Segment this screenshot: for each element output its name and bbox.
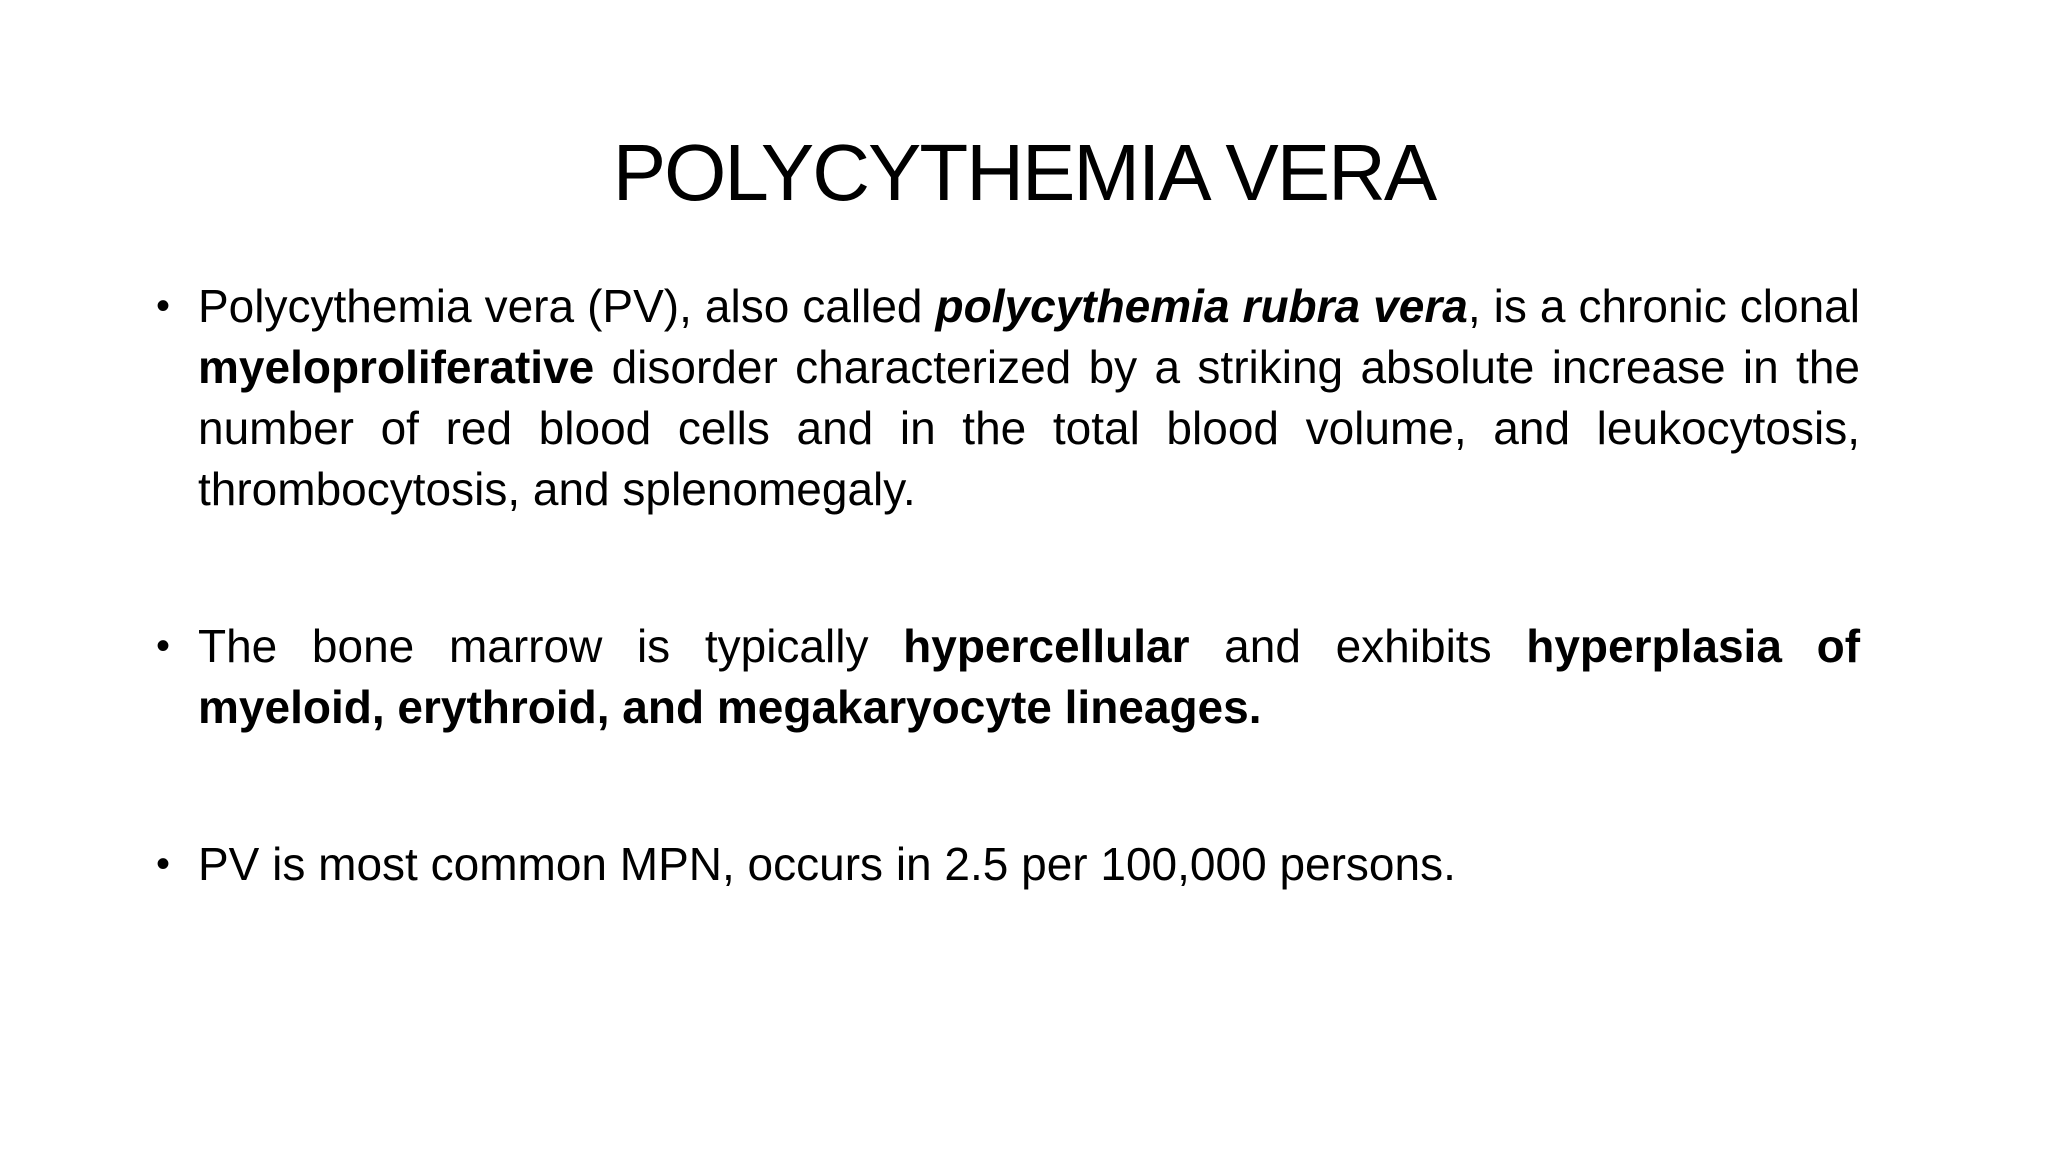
bold-term: hyperplasia of myeloid, erythroid, and megakaryocyte lineages.: [198, 620, 1861, 733]
bold-italic-term: polycythemia rubra vera: [935, 280, 1468, 332]
bullet-text: disorder characterized by a striking absolute increase in the number of red blood cells and in the total blood volume, and leukocytosis, thrombocytosis, and splenomegaly.: [198, 341, 1860, 515]
bullet-item-bone-marrow: [156, 616, 1861, 738]
bullet-text: PV is most common MPN, occurs in 2.5 per 100,000 persons.: [198, 838, 1456, 890]
bullet-item-pv-definition: [156, 276, 1860, 520]
bullet-dot-icon: •: [156, 624, 171, 668]
bullet-list: [156, 276, 1861, 895]
bullet-text: , is a chronic clonal: [1467, 280, 1860, 332]
bullet-item-prevalence: [156, 834, 1860, 895]
bullet-dot-icon: •: [156, 284, 171, 328]
bullet-text: The bone marrow is typically: [198, 620, 904, 672]
bullet-text: and exhibits: [1189, 620, 1527, 672]
bold-term: myeloproliferative: [198, 341, 595, 393]
slide-title: POLYCYTHEMIA VERA: [612, 128, 1436, 217]
bullet-text: Polycythemia vera (PV), also called: [198, 280, 936, 332]
bold-term: hypercellular: [903, 620, 1190, 672]
bullet-dot-icon: •: [156, 842, 171, 886]
